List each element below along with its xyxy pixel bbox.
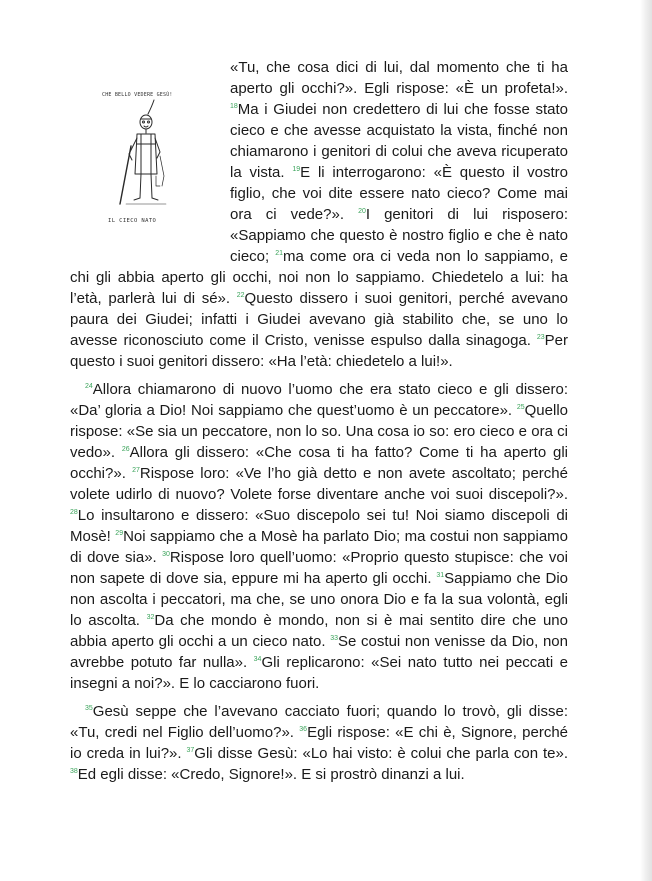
verse-text: Per questo i suoi genitori dissero: «Ha l’età: chiedetelo a lui!». [70, 332, 568, 370]
paragraph-3 [70, 701, 568, 785]
gospel-text [70, 57, 568, 792]
verse-number: 18 [230, 103, 238, 110]
verse-number: 32 [146, 614, 155, 621]
verse-text: Gesù seppe che l’avevano cacciato fuori; quando lo trovò, gli disse: «Tu, credi nel Figlio dell’uomo?». [70, 703, 568, 741]
verse-number: 26 [121, 446, 130, 453]
verse-number: 19 [292, 166, 301, 173]
illustration-caption-top: CHE BELLO VEDERE GESÙ! [102, 92, 173, 98]
verse-text: Allora gli dissero: «Che cosa ti ha fatto? Come ti ha aperto gli occhi?». [70, 444, 568, 482]
verse-text: I genitori di lui risposero: «Sappiamo che questo è nostro figlio e che è nato cieco; [230, 206, 568, 265]
verse-text: Egli rispose: «E chi è, Signore, perché io creda in lui?». [70, 724, 568, 762]
verse-number: 28 [70, 509, 78, 516]
verse-text: Quello rispose: «Se sia un peccatore, non lo so. Una cosa io so: ero cieco e ora ci vedo». [70, 402, 568, 461]
verse-number: 27 [132, 467, 140, 474]
verse-text: Ed egli disse: «Credo, Signore!». E si prostrò dinanzi a lui. [77, 766, 465, 783]
verse-number: 30 [162, 551, 170, 558]
verse-text: «Tu, che cosa dici di lui, dal momento che ti ha aperto gli occhi?». Egli rispose: «È un profeta!». [230, 59, 568, 97]
verse-text: Da che mondo è mondo, non si è mai sentito dire che uno abbia aperto gli occhi a un cieco nato. [70, 612, 568, 650]
paragraph-2 [70, 379, 568, 694]
verse-number: 33 [330, 635, 339, 642]
verse-number: 35 [85, 705, 93, 712]
page-edge-shadow [640, 0, 652, 881]
verse-text: Ma i Giudei non credettero di lui che fosse stato cieco e che avesse acquistato la vista, finché non chiamarono i genitori di colui che aveva ricuperato la vista. [230, 101, 568, 181]
verse-text: Allora chiamarono di nuovo l’uomo che era stato cieco e gli dissero: «Da’ gloria a Dio! Noi sappiamo che quest’uomo è un peccatore». [70, 381, 568, 419]
verse-number: 29 [115, 530, 124, 537]
verse-number: 21 [275, 250, 284, 257]
verse-text: Rispose loro: «Ve l’ho già detto e non avete ascoltato; perché volete udirlo di nuovo? Volete forse diventare anche voi suoi discepoli?». [70, 465, 568, 503]
verse-text: Sappiamo che Dio non ascolta i peccatori, ma che, se uno onora Dio e fa la sua volontà, egli lo ascolta. [70, 570, 568, 629]
verse-text: Lo insultarono e dissero: «Suo discepolo sei tu! Noi siamo discepoli di Mosè! [70, 507, 568, 545]
verse-text: Rispose loro quell’uomo: «Proprio questo stupisce: che voi non sapete di dove sia, eppure mi ha aperto gli occhi. [70, 549, 568, 587]
verse-number: 37 [186, 747, 195, 754]
verse-number: 36 [299, 726, 308, 733]
verse-text: E li interrogarono: «È questo il vostro figlio, che voi dite essere nato cieco? Come mai ora ci vede?». [230, 164, 568, 223]
verse-text: Noi sappiamo che a Mosè ha parlato Dio; ma costui non sappiamo di dove sia». [70, 528, 568, 566]
verse-number: 34 [253, 656, 262, 663]
verse-text: ma come ora ci veda non lo sappiamo, e chi gli abbia aperto gli occhi, noi non lo sappiamo. Chiedetelo a lui: ha l’età, parlerà lui di sé». [70, 248, 568, 307]
verse-number: 24 [85, 383, 93, 390]
verse-number: 22 [236, 292, 245, 299]
verse-number: 25 [516, 404, 525, 411]
verse-number: 38 [70, 768, 78, 775]
verse-number: 31 [436, 572, 445, 579]
verse-number: 23 [536, 334, 545, 341]
verse-text: Gli disse Gesù: «Lo hai visto: è colui che parla con te». [194, 745, 568, 762]
verse-number: 20 [358, 208, 366, 215]
illustration-space [70, 57, 230, 267]
verse-text: Gli replicarono: «Sei nato tutto nei peccati e insegni a noi?». E lo cacciarono fuori. [70, 654, 569, 692]
verse-text: Questo dissero i suoi genitori, perché avevano paura dei Giudei; infatti i Giudei avevano già stabilito che, se uno lo avesse riconosciuto come il Cristo, venisse espulso dalla sinagoga. [70, 290, 569, 349]
illustration-caption-bottom: IL CIECO NATO [108, 218, 157, 224]
verse-text: Se costui non venisse da Dio, non avrebbe potuto far nulla». [70, 633, 568, 671]
